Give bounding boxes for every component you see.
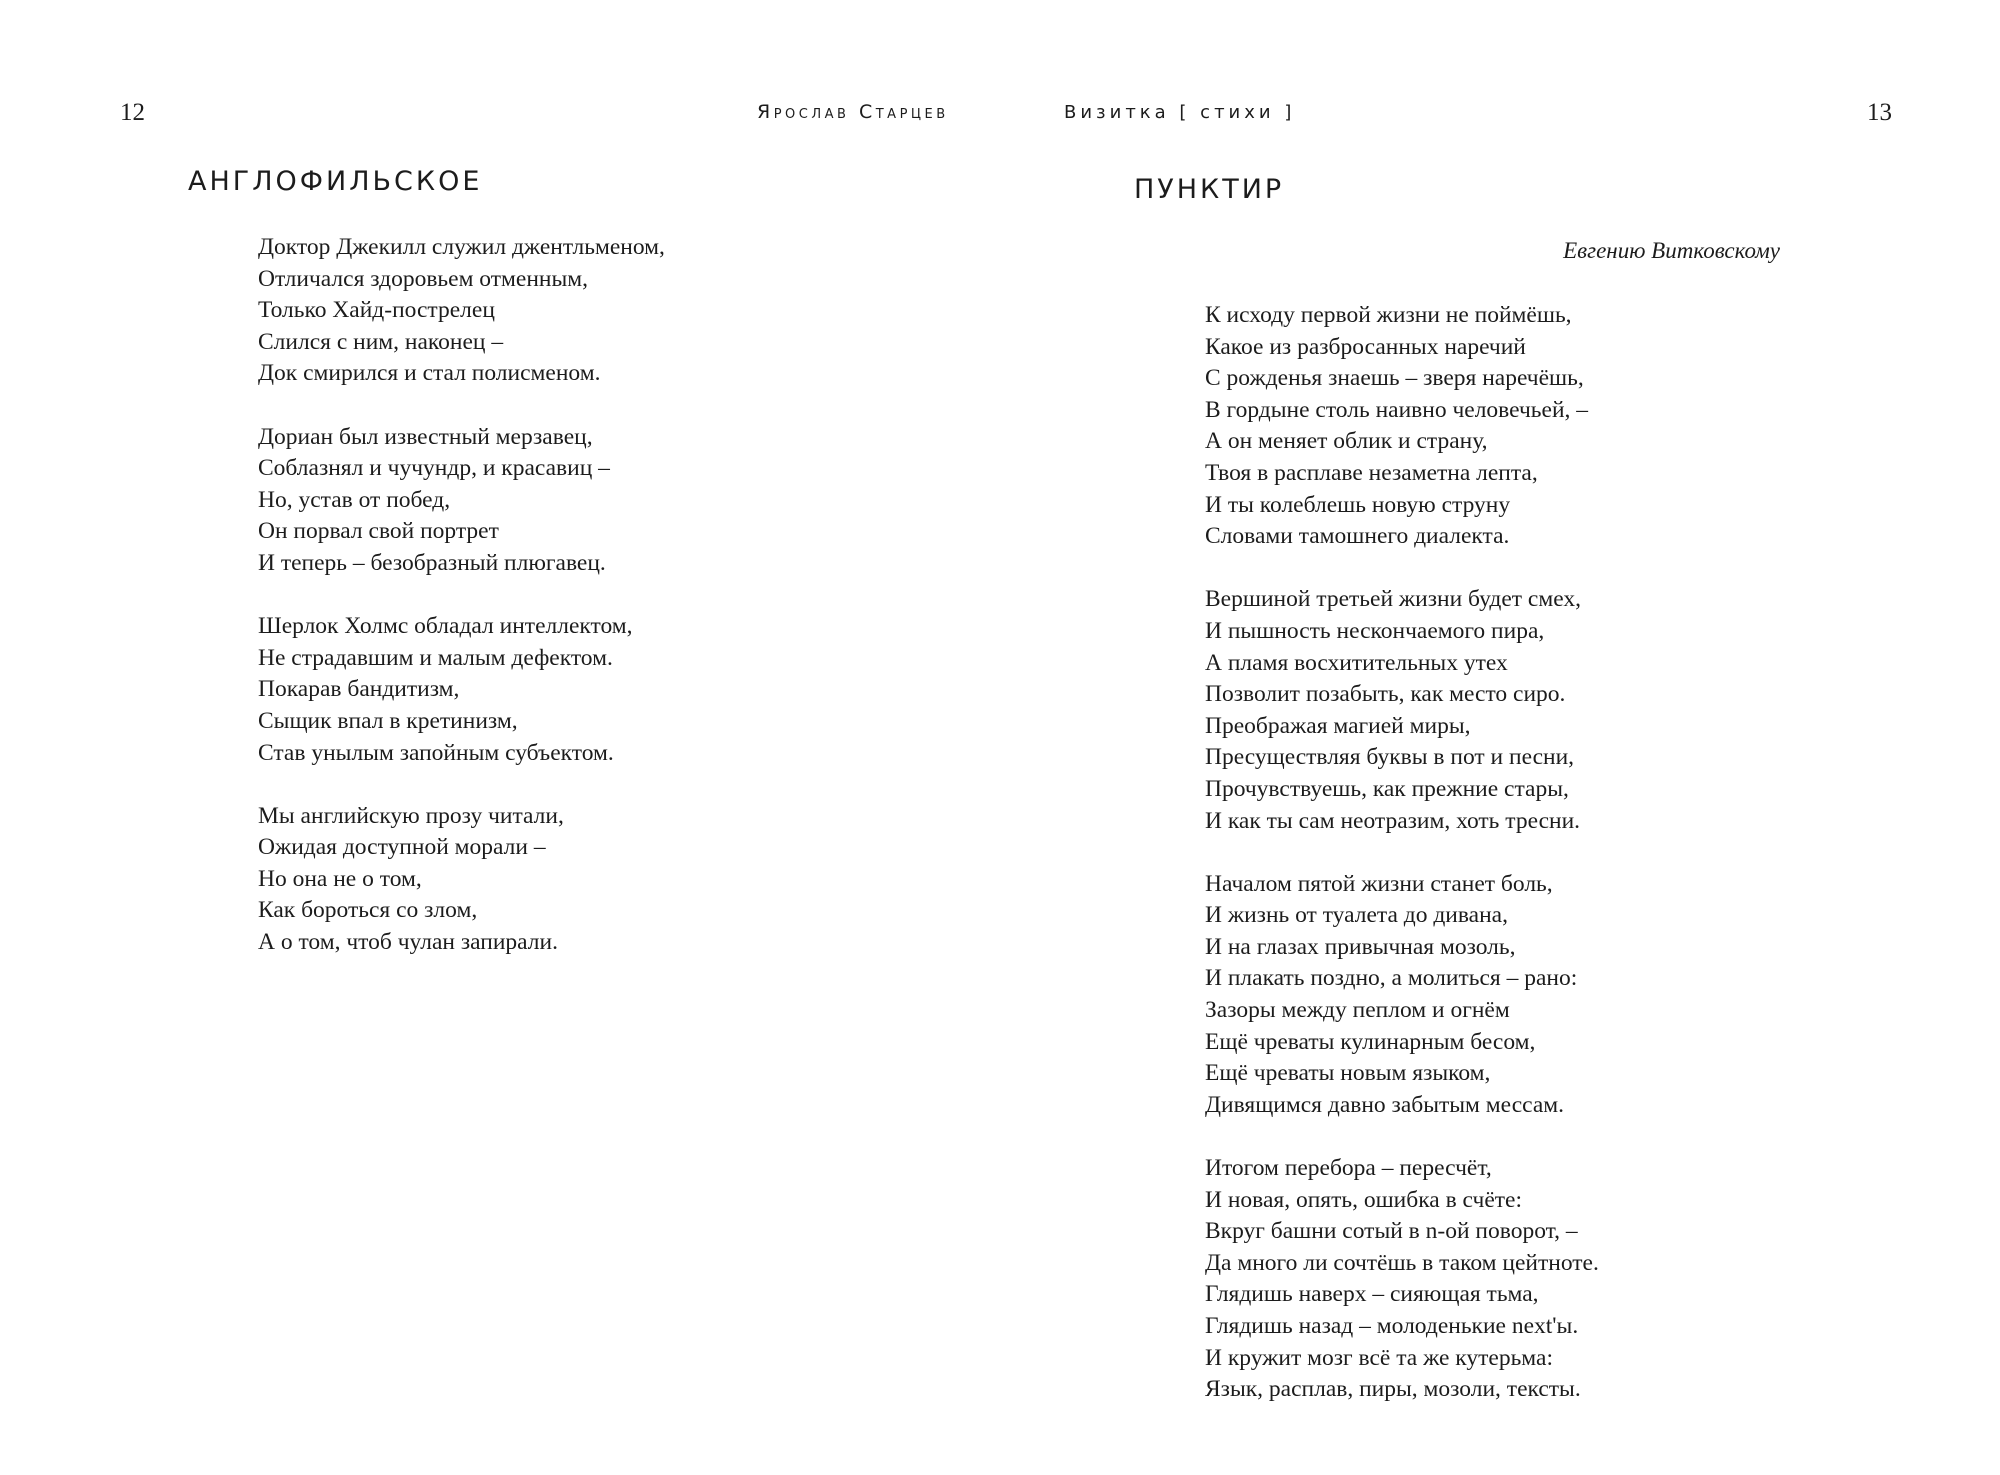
poem-line: Позволит позабыть, как место сиро. [1205,681,1566,708]
stanza [258,611,665,769]
poem-line: Да много ли сочтёшь в таком цейтноте. [1205,1249,1599,1276]
poem-title: ПУНКТИР [1134,174,1285,205]
running-head-book: Визитка [ стихи ] [1064,102,1296,123]
poem-line: К исходу первой жизни не поймёшь, [1205,302,1572,328]
poem-line: И как ты сам неотразим, хоть тресни. [1205,807,1581,834]
poem-line: Твоя в расплаве незаметна лепта, [1205,459,1538,486]
stanza [1205,869,1599,1122]
poem-line: Не страдавшим и малым дефектом. [258,644,613,671]
poem-line: И ты колеблешь новую струну [1205,491,1511,518]
poem-line: И новая, опять, ошибка в счёте: [1205,1186,1522,1213]
poem-line: А о том, чтоб чулан запирали. [258,929,558,956]
poem-line: А пламя восхитительных утех [1205,649,1508,676]
poem-line: Преображая магией миры, [1205,712,1471,739]
poem-line: Дориан был известный мерзавец, [258,423,593,450]
poem-line: Доктор Джекилл служил джентльменом, [258,234,665,260]
poem-line: В гордыне столь наивно человечьей, – [1205,396,1589,423]
poem-line: Мы английскую прозу читали, [258,802,564,829]
poem-line: Сыщик впал в кретинизм, [258,707,518,734]
poem-line: Отличался здоровьем отменным, [258,265,589,292]
poem-line: Ещё чреваты новым языком, [1205,1060,1491,1087]
poem-line: Глядишь назад – молоденькие next'ы. [1205,1313,1579,1339]
running-head-author: Ярослав Старцев [757,101,949,123]
poem-line: И кружит мозг всё та же кутерьма: [1205,1344,1553,1371]
poem-body [1205,300,1599,1406]
poem-line: Покарав бандитизм, [258,676,460,703]
poem-line: Слился с ним, наконец – [258,328,504,355]
right-page [1000,0,2000,1475]
stanza [258,422,665,580]
poem-line: Прочувствуешь, как прежние стары, [1205,775,1569,802]
poem-line: И жизнь от туалета до дивана, [1205,902,1508,929]
poem-line: Вершиной третьей жизни будет смех, [1205,586,1581,613]
poem-line: Итогом перебора – пересчёт, [1205,1155,1492,1182]
poem-line: Какое из разбросанных наречий [1205,333,1526,360]
poem-line: А он меняет облик и страну, [1205,428,1488,455]
stanza [1205,584,1599,837]
poem-body [258,232,665,959]
poem-line: Но, устав от побед, [258,486,451,513]
dedication: Евгению Витковскому [1563,238,1780,263]
page-number: 13 [1867,99,1892,126]
poem-line: И плакать поздно, а молиться – рано: [1205,965,1578,992]
poem-line: И на глазах привычная мозоль, [1205,933,1516,960]
poem-line: Но она не о том, [258,865,422,892]
stanza [1205,1153,1599,1406]
stanza [1205,300,1599,553]
poem-line: Ещё чреваты кулинарным бесом, [1205,1028,1536,1055]
poem-line: Словами тамошнего диалекта. [1205,523,1510,550]
poem-line: И теперь – безобразный плюгавец. [258,549,606,576]
stanza [258,801,665,959]
poem-line: Став унылым запойным субъектом. [258,739,614,766]
page-number: 12 [120,99,145,126]
poem-line: Шерлок Холмс обладал интеллектом, [258,613,633,640]
poem-line: Началом пятой жизни станет боль, [1205,870,1553,897]
poem-line: Язык, расплав, пиры, мозоли, тексты. [1205,1376,1581,1403]
poem-line: Глядишь наверх – сияющая тьма, [1205,1281,1539,1308]
poem-line: Вкруг башни сотый в n-ой поворот, – [1205,1218,1578,1245]
poem-line: И пышность нескончаемого пира, [1205,617,1545,644]
poem-line: Дивящимся давно забытым мессам. [1205,1091,1565,1118]
stanza [258,232,665,390]
poem-line: Док смирился и стал полисменом. [258,360,601,387]
poem-line: Ожидая доступной морали – [258,834,546,861]
poem-line: Он порвал свой портрет [258,518,499,545]
poem-line: Как бороться со злом, [258,897,478,924]
poem-title: АНГЛОФИЛЬСКОЕ [188,166,483,197]
poem-line: Соблазнял и чучундр, и красавиц – [258,455,610,482]
poem-line: С рожденья знаешь – зверя наречёшь, [1205,365,1584,392]
poem-line: Только Хайд-пострелец [258,297,495,324]
poem-line: Зазоры между пеплом и огнём [1205,997,1510,1024]
poem-line: Пресуществляя буквы в пот и песни, [1205,744,1575,771]
